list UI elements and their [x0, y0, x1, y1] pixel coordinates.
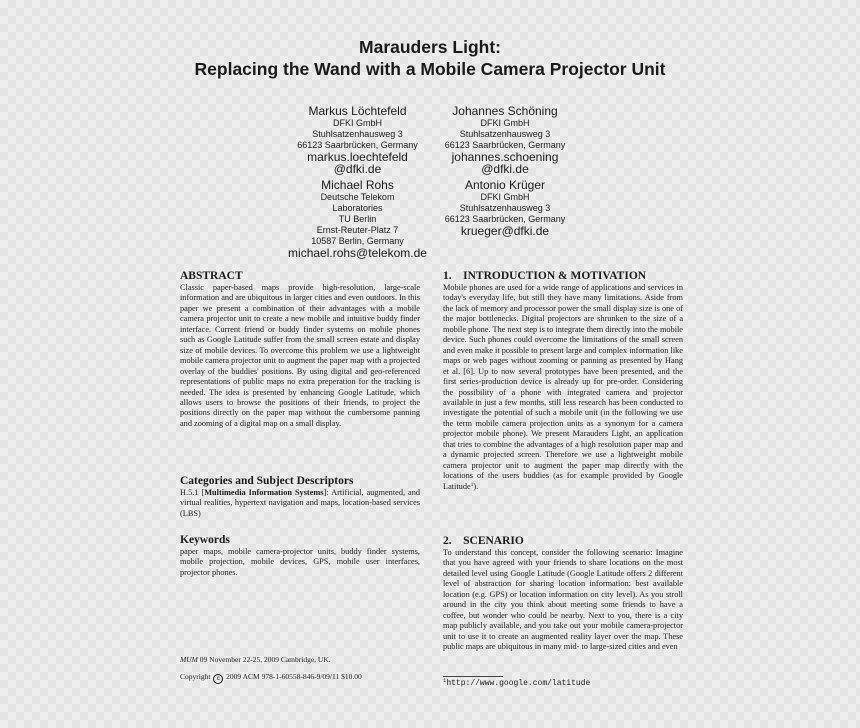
copyright-suffix: 2009 ACM 978-1-60558-846-9/09/11 $10.00 — [224, 672, 362, 681]
title-line-2: Replacing the Wand with a Mobile Camera Projector Unit — [194, 59, 666, 79]
venue-conf: MUM — [180, 655, 198, 664]
intro-body: Mobile phones are used for a wide range of applications and services in today's everyday life, but still they have many limitations. Aside from the lack of memory and processor power the small display size is one of the major bottlenecks. Digital projectors are shrunken to the size of a mobile phone. The next step is to integrate them directly into the mobile device. Such phones could overcome the limitations of the small screen and even make it possible to present large and complex information like maps or web pages without zooming or panning as presented by Hang et al. [6]. Up to now several prototypes have been presented, and the first series-production device is already up for pre-order. Considering the possibility of a phone with integrated camera and projector available in just a few months, still less research has been conducted to investigate the potential of such a mobile unit (in the following we use the term mobile camera projection units as a synonym for a camera projector mobile phone). We present Marauders Light, an application that tries to combine the advantages of a high resolution paper map and a dynamic projected screen. Therefore we use a lightweight mobile camera projector unit to augment the paper map directly with the locations of the users buddies (as for example provided by Google Latitude — [443, 283, 683, 491]
copyright-icon: c — [213, 674, 223, 684]
author-institute: TU Berlin — [338, 213, 377, 224]
scenario-text: To understand this concept, consider the following scenario: Imagine that you have agreed with your friends to share locations on the most detailed level using Google Latitude (Google Latitude offers 2 different level of abstraction for sharing location information: best available location (e.g. GPS) or location information on city level). As you stroll around in the city you think about meeting some friends to have a coffee, but wonder who could be nearby. Next to you, there is a city map publicly available, and you take out your mobile camera-projector unit to use it to create an augmented reality layer over the map. These public maps are ubiquitous in many mid- to large-sized cities and even — [443, 548, 683, 652]
author-affiliation: Deutsche Telekom — [320, 191, 395, 202]
keywords-heading: Keywords — [180, 534, 230, 546]
categories-heading: Categories and Subject Descriptors — [180, 475, 354, 487]
intro-end: ). — [473, 481, 479, 491]
author-affiliation-2: Laboratories — [332, 202, 383, 213]
footnote-mark: 1 — [443, 677, 447, 684]
author-city: 10587 Berlin, Germany — [311, 235, 404, 246]
author-affiliation: DFKI GmbH — [480, 117, 530, 128]
author-block-1 — [285, 105, 430, 176]
author-name: Antonio Krüger — [464, 178, 546, 192]
categories-text — [180, 488, 420, 519]
abstract-section — [180, 270, 420, 429]
abstract-heading: ABSTRACT — [180, 270, 243, 282]
footnote — [443, 679, 590, 689]
category-rest: ]: Artificial, augmented, and virtual realities, hypertext navigation and maps, location-based services (LBS) — [180, 488, 420, 518]
author-city: 66123 Saarbrücken, Germany — [297, 139, 418, 150]
author-city: 66123 Saarbrücken, Germany — [444, 139, 566, 150]
author-block-3 — [285, 179, 430, 259]
copyright-line — [180, 672, 362, 684]
keywords-text: paper maps, mobile camera-projector units, buddy finder systems, mobile projection, mobile devices, GPS, mobile user interfaces, projector phones. — [180, 547, 420, 577]
footnote-divider — [443, 676, 503, 677]
author-address: Stuhlsatzenhausweg 3 — [459, 128, 551, 139]
keywords-section — [180, 534, 420, 578]
venue-details: 09 November 22-25, 2009 Cambridge, UK. — [197, 655, 331, 664]
author-name: Markus Löchtefeld — [308, 104, 407, 118]
author-city: 66123 Saarbrücken, Germany — [444, 213, 566, 224]
author-affiliation: DFKI GmbH — [332, 117, 382, 128]
venue-line — [180, 655, 331, 665]
intro-section — [443, 270, 683, 492]
abstract-text: Classic paper-based maps provide high-resolution, large-scale information and are ubiquitous in larger cities and even outdoors. In this paper we present a combination of their advantages with a mobile camera projector unit to create a new mobile and intuitive buddy finder interface. Current friend or buddy finder systems on mobile phones such as Google Latitude suffer from the small screen estate and display size of mobile devices. To overcome this problem we use a lightweight mobile camera projector unit to augment the paper map with a projected overlay of the buddies' positions. By using digital and geo-referenced representations of public maps no extra preperation for the tracking is needed. The idea is presented by enhancing Google Latitude, which allows users to browse the positions of their friends, to project the positions directly on the paper map without the cumbersome panning and zooming of a digital map on a small display. — [180, 283, 420, 428]
footnote-ref: 1 — [470, 481, 474, 488]
categories-section — [180, 475, 420, 519]
author-email: markus.loechtefeld — [307, 149, 408, 164]
author-affiliation: DFKI GmbH — [480, 191, 530, 202]
category-code: H.5.1 [ — [180, 488, 205, 497]
author-name: Johannes Schöning — [452, 104, 558, 118]
author-email: krueger@dfki.de — [460, 223, 550, 238]
paper-title — [0, 36, 860, 80]
author-address: Ernst-Reuter-Platz 7 — [316, 224, 399, 235]
author-email: michael.rohs@telekom.de — [288, 245, 427, 260]
category-name: Multimedia Information Systems — [204, 488, 324, 497]
scenario-section — [443, 535, 683, 653]
title-line-1: Marauders Light: — [359, 37, 501, 57]
author-address: Stuhlsatzenhausweg 3 — [459, 202, 551, 213]
author-address: Stuhlsatzenhausweg 3 — [312, 128, 403, 139]
author-block-2 — [430, 105, 580, 176]
author-email-domain: @dfki.de — [481, 162, 529, 176]
copyright-prefix: Copyright — [180, 672, 213, 681]
footnote-url[interactable]: http://www.google.com/latitude — [446, 679, 591, 688]
intro-heading: 1. INTRODUCTION & MOTIVATION — [443, 270, 647, 282]
author-name: Michael Rohs — [321, 178, 394, 192]
author-block-4 — [430, 179, 580, 237]
author-email-domain: @dfki.de — [333, 162, 382, 176]
scenario-heading: 2. SCENARIO — [443, 535, 524, 547]
intro-text — [443, 283, 683, 492]
author-email: johannes.schoening — [451, 149, 559, 164]
